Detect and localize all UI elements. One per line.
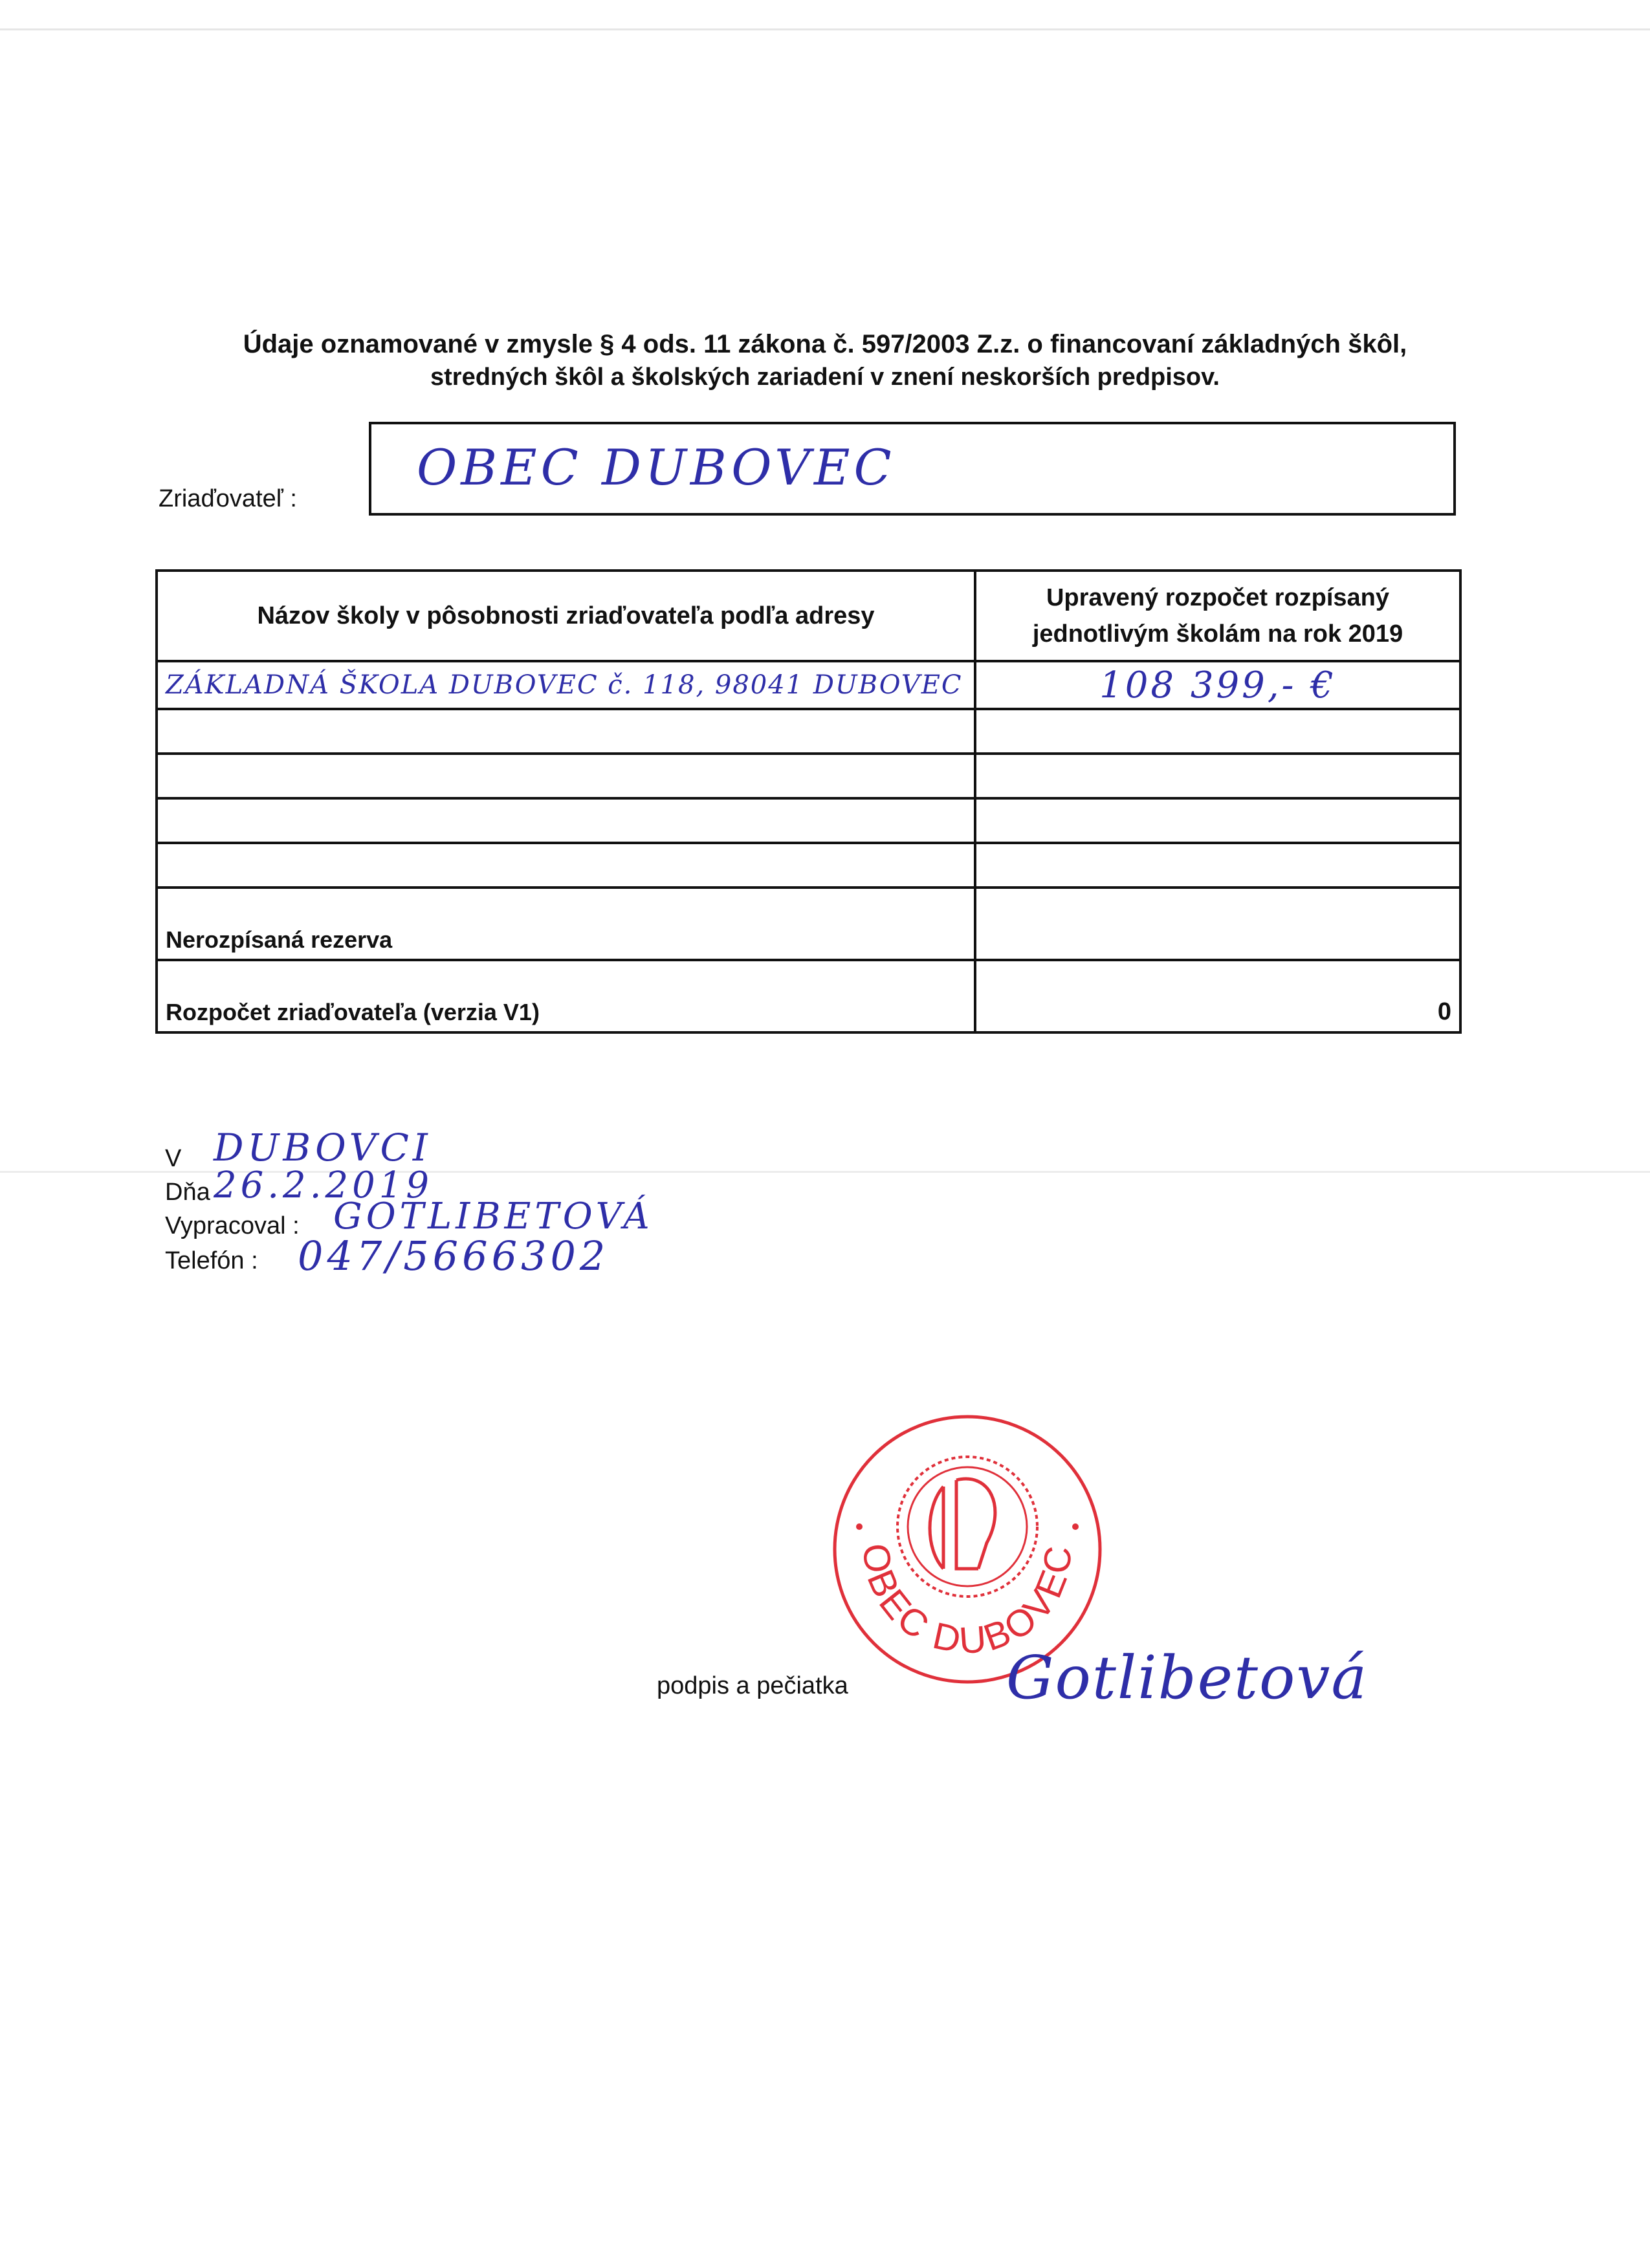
- signature-label: podpis a pečiatka: [657, 1672, 848, 1699]
- signature: Gotlibetová: [1006, 1643, 1369, 1712]
- header-budget: Upravený rozpočet rozpísaný jednotlivým školám na rok 2019: [975, 571, 1460, 661]
- table-header-row: [157, 571, 1460, 661]
- total-row: [157, 960, 1460, 1032]
- reserve-value: [975, 888, 1460, 960]
- school-name-cell: [157, 709, 975, 754]
- total-value: 0: [975, 960, 1460, 1032]
- date-value: 26.2.2019: [214, 1164, 434, 1206]
- school-name-cell: [157, 843, 975, 888]
- document-heading-line1: Údaje oznamované v zmysle § 4 ods. 11 zákona č. 597/2003 Z.z. o financovaní základných škôl,: [243, 330, 1407, 358]
- table-row: [157, 843, 1460, 888]
- school-budget-table: [155, 569, 1462, 1034]
- place-label: V: [165, 1145, 182, 1172]
- budget-cell: [975, 709, 1460, 754]
- budget-cell: [975, 798, 1460, 843]
- date-label: Dňa: [165, 1179, 210, 1206]
- scan-edge-top: [0, 28, 1650, 30]
- reserve-row: [157, 888, 1460, 960]
- budget-cell: 108 399,- €: [975, 661, 1460, 709]
- document-heading-line2: stredných škôl a školských zariadení v znení neskorších predpisov.: [430, 364, 1220, 391]
- header-school-name: Názov školy v pôsobnosti zriaďovateľa podľa adresy: [157, 571, 975, 661]
- school-name-cell: [157, 754, 975, 798]
- table-row: [157, 798, 1460, 843]
- phone-label: Telefón :: [165, 1247, 258, 1274]
- founder-label: Zriaďovateľ :: [159, 485, 297, 512]
- budget-cell: [975, 754, 1460, 798]
- total-label: Rozpočet zriaďovateľa (verzia V1): [157, 960, 975, 1032]
- phone-value: 047/5666302: [298, 1232, 610, 1280]
- school-name-cell: [157, 798, 975, 843]
- budget-cell: [975, 843, 1460, 888]
- table-row: [157, 661, 1460, 709]
- table-row: [157, 754, 1460, 798]
- school-name-cell: ZÁKLADNÁ ŠKOLA DUBOVEC č. 118, 98041 DUBOVEC: [157, 661, 975, 709]
- place-value: DUBOVCI: [214, 1126, 432, 1170]
- table-row: [157, 709, 1460, 754]
- stamp-text: OBEC DUBOVEC: [854, 1541, 1081, 1663]
- founder-value: OBEC DUBOVEC: [417, 439, 896, 496]
- founder-box: [369, 422, 1456, 516]
- prepared-by-value: GOTLIBETOVÁ: [333, 1195, 654, 1238]
- prepared-by-label: Vypracoval :: [165, 1212, 300, 1239]
- reserve-label: Nerozpísaná rezerva: [157, 888, 975, 960]
